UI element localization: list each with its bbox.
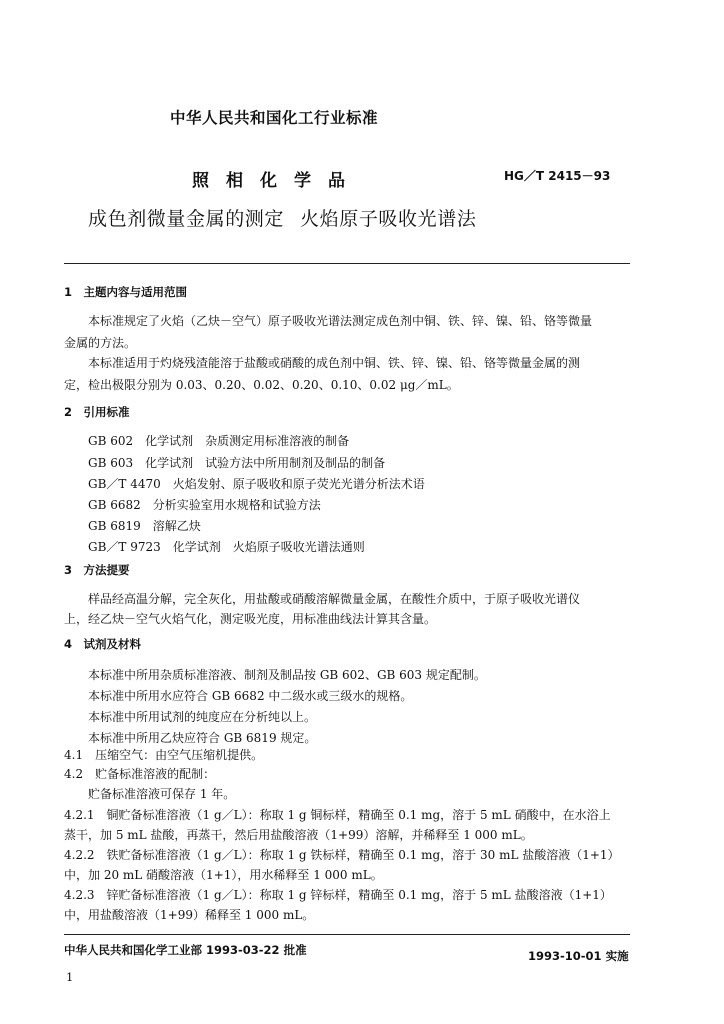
page-number: 1 [66,970,74,984]
clause-4-2-2-line-2: 中，加 20 mL 硝酸溶液（1+1），用水稀释至 1 000 mL。 [64,868,383,882]
reference-item: GB 6682 分析实验室用水规格和试验方法 [88,498,321,512]
section-4-intro-line: 本标准中所用杂质标准溶液、制剂及制品按 GB 602、GB 603 规定配制。 [88,668,486,682]
section-3-line-1: 样品经高温分解，完全灰化，用盐酸或硝酸溶解微量金属，在酸性介质中，于原子吸收光谱仪 [76,592,581,606]
reference-item: GB／T 4470 火焰发射、原子吸收和原子荧光光谱分析法术语 [88,477,425,491]
section-2-heading: 2 引用标准 [64,405,130,419]
clause-4-2-note: 贮备标准溶液可保存 1 年。 [88,787,236,801]
clause-4-2: 4.2 贮备标准溶液的配制： [64,767,216,781]
clause-4-1: 4.1 压缩空气：由空气压缩机提供。 [64,748,264,762]
title-part-b: 火焰原子吸收光谱法 [300,208,477,230]
reference-item: GB 6819 溶解乙炔 [88,519,201,533]
title-part-a: 成色剂微量金属的测定 [88,208,285,230]
reference-item: GB 602 化学试剂 杂质测定用标准溶液的制备 [88,434,350,448]
footer-divider [64,934,630,935]
section-1-para-1-line-2: 金属的方法。 [64,336,137,350]
clause-4-2-1-line-1: 4.2.1 铜贮备标准溶液（1 g／L）：称取 1 g 铜标样，精确至 0.1 mg，溶于 5 mL 硝酸中，在水浴上 [64,808,611,822]
section-1-para-2-line-2: 定，检出极限分别为 0.03、0.20、0.02、0.20、0.10、0.02 μg／mL。 [64,378,459,392]
section-1-para-1-line-1: 本标准规定了火焰（乙炔－空气）原子吸收光谱法测定成色剂中铜、铁、锌、镍、铅、铬等微量 [76,314,593,328]
standard-number: HG／T 2415－93 [504,169,611,183]
reference-item: GB／T 9723 化学试剂 火焰原子吸收光谱法通则 [88,540,365,554]
section-1-heading: 1 主题内容与适用范围 [64,285,188,299]
effective-date: 1993-10-01 实施 [528,949,629,963]
approval-date: 中华人民共和国化学工业部 1993-03-22 批准 [64,943,307,957]
document-org-header: 中华人民共和国化工行业标准 [170,109,379,127]
section-4-intro-line: 本标准中所用乙炔应符合 GB 6819 规定。 [88,731,317,745]
section-4-heading: 4 试剂及材料 [64,637,142,651]
clause-4-2-3-line-2: 中，用盐酸溶液（1+99）稀释至 1 000 mL。 [64,908,315,922]
section-4-intro-line: 本标准中所用水应符合 GB 6682 中二级水或三级水的规格。 [88,689,413,703]
section-4-intro-line: 本标准中所用试剂的纯度应在分析纯以上。 [88,710,317,724]
section-3-line-2: 上，经乙炔－空气火焰气化，测定吸光度，用标准曲线法计算其含量。 [64,612,437,626]
clause-4-2-1-line-2: 蒸干，加 5 mL 盐酸，再蒸干，然后用盐酸溶液（1+99）溶解，并稀释至 1 000 mL。 [64,828,533,842]
document-category-title: 照相化学品 [192,171,362,191]
section-1-para-2-line-1: 本标准适用于灼烧残渣能溶于盐酸或硝酸的成色剂中铜、铁、锌、镍、铅、铬等微量金属的测 [76,356,581,370]
header-divider [64,263,630,264]
clause-4-2-2-line-1: 4.2.2 铁贮备标准溶液（1 g／L）：称取 1 g 铁标样，精确至 0.1 mg，溶于 30 mL 盐酸溶液（1+1） [64,848,620,862]
document-title [88,204,476,231]
clause-4-2-3-line-1: 4.2.3 锌贮备标准溶液（1 g／L）：称取 1 g 锌标样，精确至 0.1 mg，溶于 5 mL 盐酸溶液（1+1） [64,888,612,902]
reference-item: GB 603 化学试剂 试验方法中所用制剂及制品的制备 [88,456,386,470]
section-3-heading: 3 方法提要 [64,563,130,577]
